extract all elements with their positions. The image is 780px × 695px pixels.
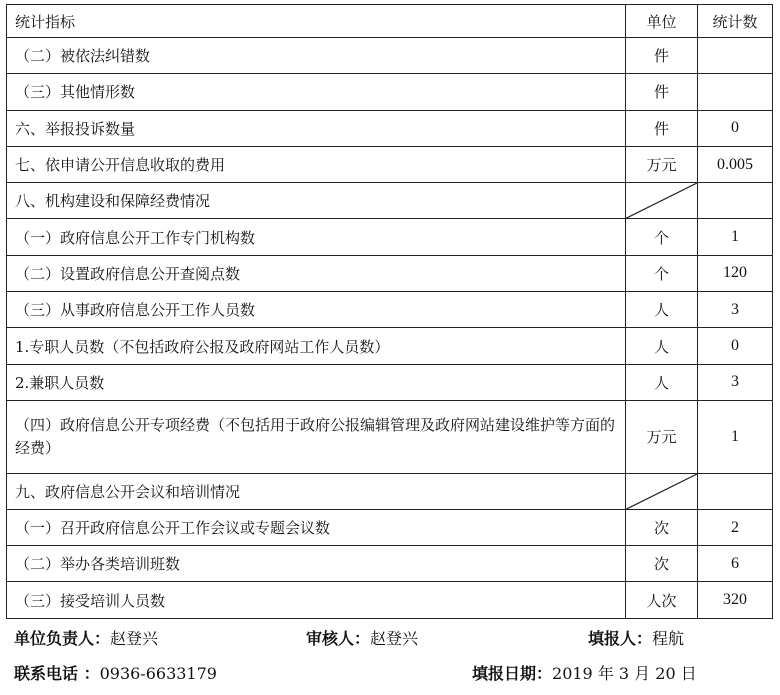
unit-cell: 个 — [626, 255, 698, 291]
unit-cell: 万元 — [626, 400, 698, 473]
value-cell: 0 — [698, 110, 773, 146]
value-cell: 120 — [698, 255, 773, 291]
value-cell: 6 — [698, 546, 773, 582]
header-unit: 单位 — [626, 5, 698, 38]
unit-cell: 人 — [626, 364, 698, 400]
statistics-table-body — [7, 5, 773, 619]
table-row — [7, 292, 773, 328]
footer-date — [472, 661, 697, 684]
indicator-cell: 九、政府信息公开会议和培训情况 — [7, 473, 626, 509]
table-row — [7, 364, 773, 400]
indicator-cell: （一）召开政府信息公开工作会议或专题会议数 — [7, 509, 626, 545]
unit-cell: 次 — [626, 546, 698, 582]
value-cell — [698, 74, 773, 110]
fill-date: 2019 年 3 月 20 日 — [552, 664, 697, 683]
table-row — [7, 219, 773, 255]
unit-cell — [626, 183, 698, 219]
table-row — [7, 509, 773, 545]
reviewer-name: 赵登兴 — [370, 629, 419, 648]
table-row — [7, 38, 773, 74]
unit-cell: 个 — [626, 219, 698, 255]
unit-cell: 件 — [626, 74, 698, 110]
phone-number: 0936-6633179 — [99, 664, 217, 683]
value-cell — [698, 183, 773, 219]
filler-label: 填报人： — [588, 629, 653, 648]
unit-cell: 人 — [626, 292, 698, 328]
statistics-table — [6, 4, 773, 619]
footer-phone — [14, 661, 217, 684]
indicator-cell: 1.专职人员数（不包括政府公报及政府网站工作人员数） — [7, 328, 626, 364]
indicator-cell: 七、依申请公开信息收取的费用 — [7, 146, 626, 182]
phone-label: 联系电话 ： — [14, 664, 100, 683]
diagonal-slash-icon — [626, 183, 697, 218]
value-cell — [698, 38, 773, 74]
value-cell: 0 — [698, 328, 773, 364]
unit-cell: 万元 — [626, 146, 698, 182]
table-row — [7, 582, 773, 618]
table-row — [7, 183, 773, 219]
value-cell: 1 — [698, 219, 773, 255]
indicator-cell: （三）从事政府信息公开工作人员数 — [7, 292, 626, 328]
indicator-cell: （二）被依法纠错数 — [7, 38, 626, 74]
responsible-name: 赵登兴 — [110, 629, 159, 648]
indicator-cell: （二）举办各类培训班数 — [7, 546, 626, 582]
responsible-label: 单位负责人： — [14, 629, 111, 648]
value-cell: 3 — [698, 292, 773, 328]
indicator-cell: （三）接受培训人员数 — [7, 582, 626, 618]
footer-reviewer — [306, 626, 418, 649]
table-row — [7, 473, 773, 509]
indicator-cell: （四）政府信息公开专项经费（不包括用于政府公报编辑管理及政府网站建设维护等方面的经费） — [7, 400, 626, 473]
filler-name: 程航 — [652, 629, 685, 648]
diagonal-slash-icon — [626, 474, 697, 509]
value-cell: 1 — [698, 400, 773, 473]
table-row — [7, 328, 773, 364]
footer-responsible — [14, 626, 158, 649]
footer-filler — [588, 626, 684, 649]
value-cell — [698, 473, 773, 509]
indicator-cell: 2.兼职人员数 — [7, 364, 626, 400]
table-header-row — [7, 5, 773, 38]
reviewer-label: 审核人： — [306, 629, 371, 648]
indicator-cell: 六、举报投诉数量 — [7, 110, 626, 146]
unit-cell: 人次 — [626, 582, 698, 618]
unit-cell: 件 — [626, 38, 698, 74]
unit-cell: 次 — [626, 509, 698, 545]
header-value: 统计数 — [698, 5, 773, 38]
value-cell: 0.005 — [698, 146, 773, 182]
unit-cell: 人 — [626, 328, 698, 364]
header-indicator: 统计指标 — [7, 5, 626, 38]
indicator-cell: （一）政府信息公开工作专门机构数 — [7, 219, 626, 255]
value-cell: 3 — [698, 364, 773, 400]
value-cell: 320 — [698, 582, 773, 618]
indicator-cell: （三）其他情形数 — [7, 74, 626, 110]
indicator-cell: 八、机构建设和保障经费情况 — [7, 183, 626, 219]
table-row — [7, 146, 773, 182]
unit-cell: 件 — [626, 110, 698, 146]
table-row — [7, 546, 773, 582]
table-row — [7, 255, 773, 291]
date-label: 填报日期： — [472, 664, 553, 683]
table-row — [7, 110, 773, 146]
table-row — [7, 74, 773, 110]
indicator-cell: （二）设置政府信息公开查阅点数 — [7, 255, 626, 291]
table-row — [7, 400, 773, 473]
value-cell: 2 — [698, 509, 773, 545]
unit-cell — [626, 473, 698, 509]
